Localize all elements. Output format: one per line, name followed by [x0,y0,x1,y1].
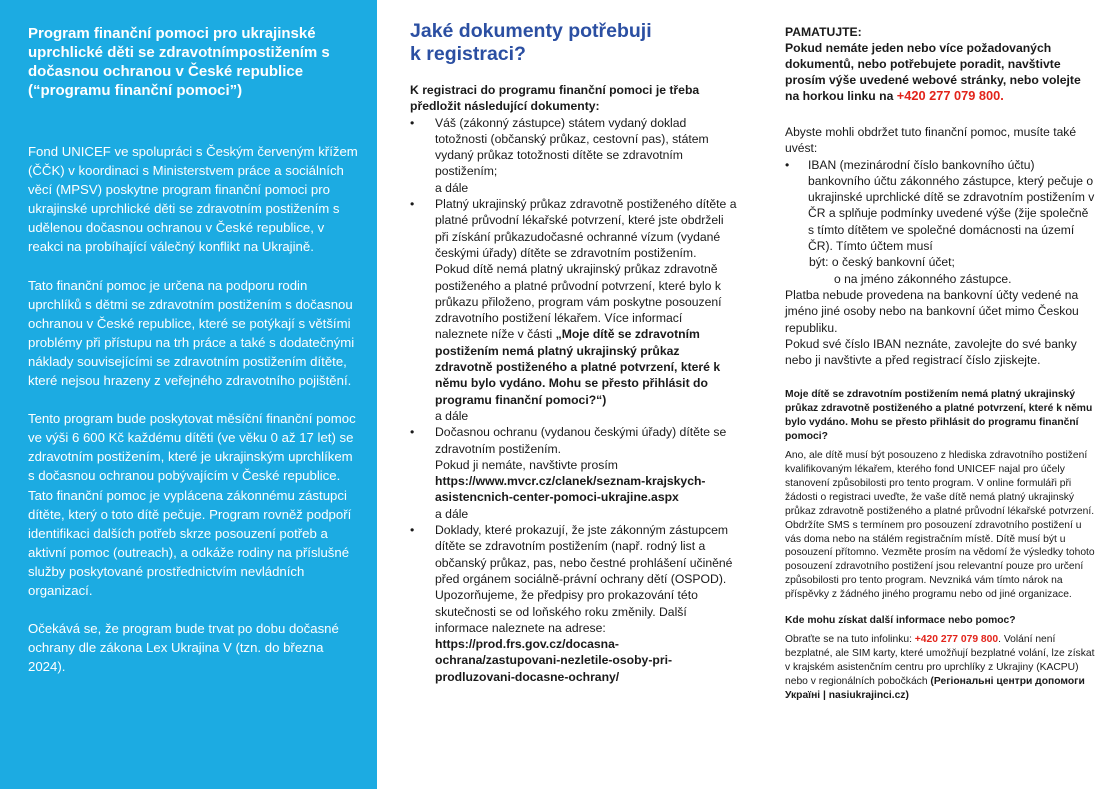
iban-text: IBAN (mezinárodní číslo bankovního účtu) bankovního účtu zákonného zástupce, který pečuje o ukrajinské uprchlické dítě se zdravotním postižením v ČR a splňuje podmínky uvedené výše (žije společně s tímto dítětem ve společné domácnosti na území ČR). Tímto účtem musí [808,157,1095,254]
iban-item [785,157,1097,287]
bullet-icon: • [785,157,790,172]
item-connector: a dále [435,506,469,521]
left-panel [0,0,377,789]
bullet-icon: • [410,425,415,440]
item-text: Dočasnou ochranu (vydanou českými úřady) dítěte se zdravotním postižením. [435,425,727,456]
faq-answer-2 [785,633,1097,703]
intro-paragraph: Fond UNICEF ve spolupráci s Českým červeným křížem (ČČK) v koordinaci s Ministerstvem práce a sociálních věcí (MPSV) poskytne program finanční pomoci pro ukrajinské uprchlické děti se zdravotním postižením s udělenou dočasnou ochranou v České republice, v reakci na probíhající válečný konflikt na Ukrajině. [28,144,358,255]
faq-answer-1: Ano, ale dítě musí být posouzeno z hlediska zdravotního postižení kvalifikovaným lékařem, kterého fond UNICEF najal pro účely stanovení způsobilosti pro tento program. V online formuláři při žádosti o registraci uveďte, že vaše dítě nemá platný ukrajinský průkaz zdravotně postiženého a platné průvodní lékařské potvrzení. Obdržíte SMS s termínem pro posouzení zdravotního postižení u vás doma nebo na stálém registračním místě. Dítě musí být u posouzení přítomno. Vezměte prosím na vědomí že výsledky tohoto posouzení zdravotního postižení jsou relevantní pouze pro určení způsobilosti pro tento program. Nevzniká vám tímto nárok na příspěvky z žádného jiného programu nebo od jiné organizace. [785,450,1095,601]
payment-note: Platba nebude provedena na bankovní účty vedené na jméno jiné osoby nebo na bankovní účet mimo Českou republiku. [785,287,1079,335]
item-connector: a dále [435,408,469,423]
heading-line-2: k registraci? [410,43,526,65]
infoline-text: Obraťte se na tuto infolinku: [785,633,915,645]
faq-question-2: Kde mohu získat další informace nebo pomoc? [785,615,1016,627]
regional-centers-link[interactable]: (Регіональні центри допомоги Україні | nasiukrajinci.cz) [785,675,1085,701]
iban-condition-1: být: o český bankovní účet; [809,255,955,270]
amount-paragraph: Tento program bude poskytovat měsíční finanční pomoc ve výši 6 600 Kč každému dítěti (ve věku 0 až 17 let) se zdravotním postižením, které je ukrajinským uprchlíkem s dočasnou ochranou pobývajícím v České republice. Tato finanční pomoc je vyplácena zákonnému zástupci dítěte, který o toto dítě pečuje. Program rovněž podpoří identifikaci dalších potřeb skrze posouzení potřeb a aktivní pomoc (outreach), a odkáže rodiny na příslušné služby poskytované prostřednictvím nevládních organizací. [28,411,356,598]
item-details [435,261,738,408]
item-details: Upozorňujeme, že předpisy pro prokazování této skutečnosti se od loňského roku změnily. Další informace naleznete na adrese: [435,588,698,635]
list-item [393,522,738,685]
frs-link[interactable]: https://prod.frs.gov.cz/docasna-ochrana/zastupovani-nezletile-osoby-pri-prodluzovani-docasne-ochrany/ [435,637,673,684]
details-text: Pokud ji nemáte, navštivte prosím [435,457,618,472]
bullet-icon: • [410,523,415,538]
list-item [393,115,738,196]
bullet-icon: • [410,115,415,130]
faq-question-1: Moje dítě se zdravotním postižením nemá platný ukrajinský průkaz zdravotně postiženého a platné potvrzení, které k němu bylo vydáno. Mohu se přesto přihlásit do programu finanční pomoci? [785,389,1093,443]
details-text: Pokud dítě nemá platný ukrajinský průkaz zdravotně postiženého a platné průvodní potvrzení, které bylo k průkazu přiloženo, program vám poskytne posouzení zdravotního postižení lékařem. Více informací naleznete níže v části [435,262,722,342]
remember-box [785,24,1097,104]
duration-paragraph: Očekává se, že program bude trvat po dobu dočasné ochrany dle zákona Lex Ukrajina V (tzn. do března 2024). [28,621,339,675]
remember-body: Pokud nemáte jeden nebo více požadovaných dokumentů, nebo potřebujete poradit, navštivte prosím výše uvedené webové stránky, nebo volejte na horkou linku na [785,41,1081,103]
list-item [393,196,738,424]
requirements-intro: Abyste mohli obdržet tuto finanční pomoc, musíte také uvést: [785,125,1077,156]
remember-label: PAMATUJTE: [785,25,862,39]
program-title: Program finanční pomoci pro ukrajinské uprchlické děti se zdravotnímpostižením s dočasnou ochranou v České republice (“programu finanční pomoci”) [28,25,330,99]
item-text: Doklady, které prokazují, že jste zákonným zástupcem dítěte se zdravotním postižením (např. rodný list a občanský průkaz, pas, nebo čestné prohlášení učiněné před orgánem sociálně-právní ochrany dětí (OSPOD). [435,523,733,586]
documents-column [393,20,738,685]
hotline-number[interactable]: +420 277 079 800. [896,88,1004,103]
right-column [785,24,1097,702]
item-details [435,457,738,506]
bullet-icon: • [410,197,415,212]
remember-text [785,40,1097,104]
iban-condition-2: o na jméno zákonného zástupce. [834,271,1012,286]
documents-intro: K registraci do programu finanční pomoci je třeba předložit následující dokumenty: [410,83,700,114]
item-text: Platný ukrajinský průkaz zdravotně postiženého dítěte a platné průvodní lékařské potvrzení, které jste obdrželi při získání průkazudočasné ochranné vízum (vydané českými úřady) dítěte se zdravotním postižením. [435,197,737,260]
item-connector: a dále [435,180,469,195]
iban-unknown-note: Pokud své číslo IBAN neznáte, zavolejte do své banky nebo ji navštivte a před registrací číslo zjiskejte. [785,336,1077,368]
infoline-number[interactable]: +420 277 079 800 [914,633,999,645]
mvcr-link[interactable]: https://www.mvcr.cz/clanek/seznam-krajskych-asistencnich-center-pomoci-ukrajine.aspx [435,474,706,505]
heading-line-1: Jaké dokumenty potřebuji [410,20,652,42]
documents-list [393,115,738,685]
documents-heading [410,20,738,66]
list-item [393,424,738,522]
item-text: Váš (zákonný zástupce) státem vydaný doklad totožnosti (občanský průkaz, cestovní pas), státem vydaný průkaz totožnosti dítěte se zdravotním postižením; [435,115,709,179]
purpose-paragraph: Tato finanční pomoc je určena na podporu rodin uprchlíků s dětmi se zdravotním postižením s dočasnou ochranou v České republice, které se potýkají s většími problémy při přístupu na trh práce a také s dodatečnými náklady souvisejícími se zdravotním postižením dítěte, které nejsou hrazeny z veřejného zdravotního pojištění. [28,277,355,389]
faq-reference: „Moje dítě se zdravotním postižením nemá platný ukrajinský průkaz zdravotně postiženého a platné potvrzení, které k němu bylo vydáno. Mohu se přesto přihlásit do programu finanční pomoci?“) [435,327,721,407]
infoline-details: . Volání není bezplatné, ale SIM karty, které umožňují bezplatné volání, lze získat v krajském asistenčním centru pro uprchlíky z Ukrajiny (KACPU) nebo v regionálních pobočkách [785,633,1095,687]
